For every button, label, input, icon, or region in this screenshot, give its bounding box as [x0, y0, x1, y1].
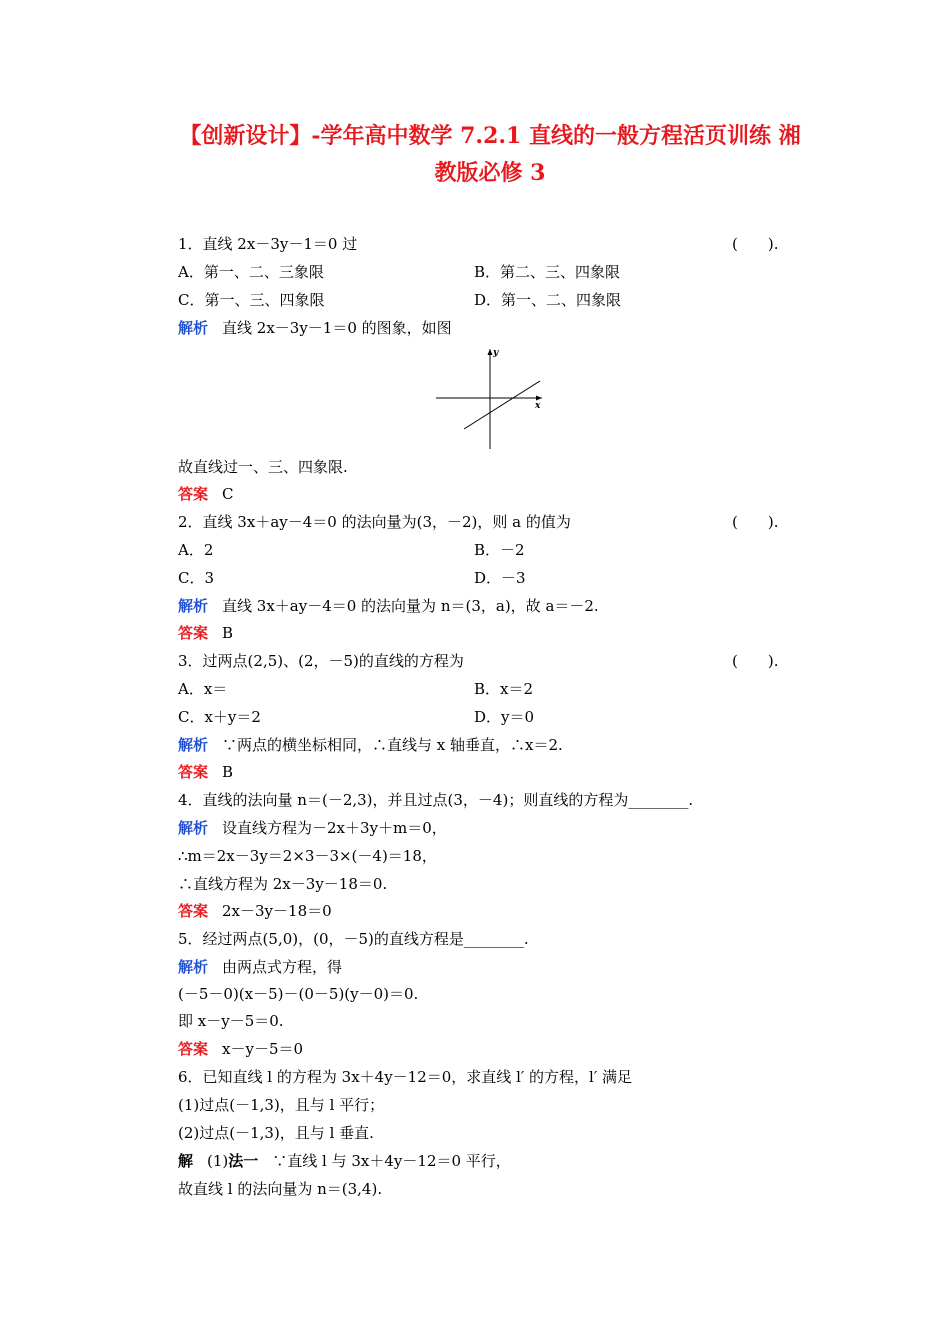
q3-option-d: D．y＝0 — [474, 708, 535, 726]
y-axis-arrow — [488, 349, 493, 355]
q3-answer-value: B — [222, 763, 234, 781]
title-line-1: 【创新设计】-学年高中数学 7.2.1 直线的一般方程活页训练 湘 — [179, 123, 801, 149]
q4-answer-value: 2x－3y－18＝0 — [222, 902, 332, 920]
q2-stem: 2．直线 3x＋ay－4＝0 的法向量为(3，－2)，则 a 的值为 — [178, 513, 571, 531]
y-axis-label: y — [493, 348, 499, 358]
q6-solution-line-1 — [178, 1151, 511, 1171]
q6-part-1: (1)过点(－1,3)，且与 l 平行； — [178, 1096, 385, 1114]
q2-analysis — [178, 596, 599, 616]
q1-analysis — [178, 318, 452, 338]
q3-blank: ( ). — [732, 652, 779, 670]
q6-solution-line-2: 故直线 l 的法向量为 n＝(3,4). — [178, 1180, 383, 1198]
q1-option-d: D．第一、二、四象限 — [474, 291, 622, 309]
q1-option-c: C．第一、三、四象限 — [178, 291, 325, 309]
document-title — [150, 118, 830, 154]
q3-stem: 3．过两点(2,5)、(2，－5)的直线的方程为 — [178, 652, 464, 670]
q6-part-2: (2)过点(－1,3)，且与 l 垂直. — [178, 1124, 374, 1142]
title-line-2: 教版必修 3 — [434, 160, 546, 186]
q2-option-c: C．3 — [178, 569, 215, 587]
analysis-label: 解析 — [178, 819, 209, 837]
q3-analysis-text: ∵两点的横坐标相同，∴直线与 x 轴垂直，∴x＝2. — [222, 736, 563, 754]
q3-option-c: C．x＋y＝2 — [178, 708, 261, 726]
q2-blank: ( ). — [732, 513, 779, 531]
analysis-label: 解析 — [178, 736, 209, 754]
analysis-label: 解析 — [178, 319, 209, 337]
q2-analysis-text: 直线 3x＋ay－4＝0 的法向量为 n＝(3，a)，故 a＝－2. — [222, 597, 599, 615]
graph-line — [464, 381, 540, 429]
q5-answer — [178, 1039, 303, 1059]
q4-stem: 4．直线的法向量 n＝(－2,3)，并且过点(3，－4)；则直线的方程为________. — [178, 791, 694, 809]
q5-step-1: (－5－0)(x－5)－(0－5)(y－0)＝0. — [178, 985, 419, 1003]
q1-line-graph — [430, 343, 550, 453]
q4-analysis-text: 设直线方程为－2x＋3y＋m＝0， — [222, 819, 447, 837]
q2-option-d: D．－3 — [474, 569, 526, 587]
q3-option-b: B．x＝2 — [474, 680, 534, 698]
q3-analysis — [178, 735, 563, 755]
q1-answer — [178, 484, 234, 504]
q5-analysis — [178, 957, 342, 977]
q5-step-2: 即 x－y－5＝0. — [178, 1012, 284, 1030]
q1-option-a: A．第一、二、三象限 — [178, 263, 324, 281]
q4-analysis — [178, 818, 447, 838]
q4-answer — [178, 901, 332, 921]
q1-analysis-text: 直线 2x－3y－1＝0 的图象，如图 — [222, 319, 452, 337]
answer-label: 答案 — [178, 624, 209, 642]
q3-option-a: A．x＝ — [178, 680, 228, 698]
x-axis-label: x — [535, 401, 541, 411]
q1-blank: ( ). — [732, 235, 779, 253]
q5-stem: 5．经过两点(5,0)，(0，－5)的直线方程是________. — [178, 930, 529, 948]
q1-stem: 1．直线 2x－3y－1＝0 过 — [178, 235, 358, 253]
x-axis-arrow — [536, 396, 542, 401]
answer-label: 答案 — [178, 485, 209, 503]
q5-analysis-text: 由两点式方程，得 — [222, 958, 343, 976]
q1-option-b: B．第二、三、四象限 — [474, 263, 621, 281]
q2-answer-value: B — [222, 624, 234, 642]
q2-option-b: B．－2 — [474, 541, 525, 559]
q1-conclusion: 故直线过一、三、四象限. — [178, 458, 348, 476]
q6-solution-text-1: ∵直线 l 与 3x＋4y－12＝0 平行， — [272, 1152, 511, 1170]
q2-option-a: A．2 — [178, 541, 214, 559]
analysis-label: 解析 — [178, 958, 209, 976]
analysis-label: 解析 — [178, 597, 209, 615]
q5-answer-value: x－y－5＝0 — [222, 1040, 304, 1058]
document-title-cont — [150, 155, 830, 191]
q2-answer — [178, 623, 233, 643]
q4-step-2: ∴直线方程为 2x－3y－18＝0. — [178, 875, 388, 893]
solution-label: 解 — [178, 1152, 194, 1170]
q4-step-1: ∴m＝2x－3y＝2×3－3×(－4)＝18， — [178, 847, 437, 865]
q1-answer-value: C — [222, 485, 234, 503]
answer-label: 答案 — [178, 1040, 209, 1058]
q6-part-marker: (1) — [207, 1152, 229, 1170]
answer-label: 答案 — [178, 902, 209, 920]
method-label: 法一 — [228, 1152, 259, 1170]
q6-stem: 6．已知直线 l 的方程为 3x＋4y－12＝0，求直线 l′ 的方程，l′ 满足 — [178, 1068, 633, 1086]
q3-answer — [178, 762, 233, 782]
answer-label: 答案 — [178, 763, 209, 781]
